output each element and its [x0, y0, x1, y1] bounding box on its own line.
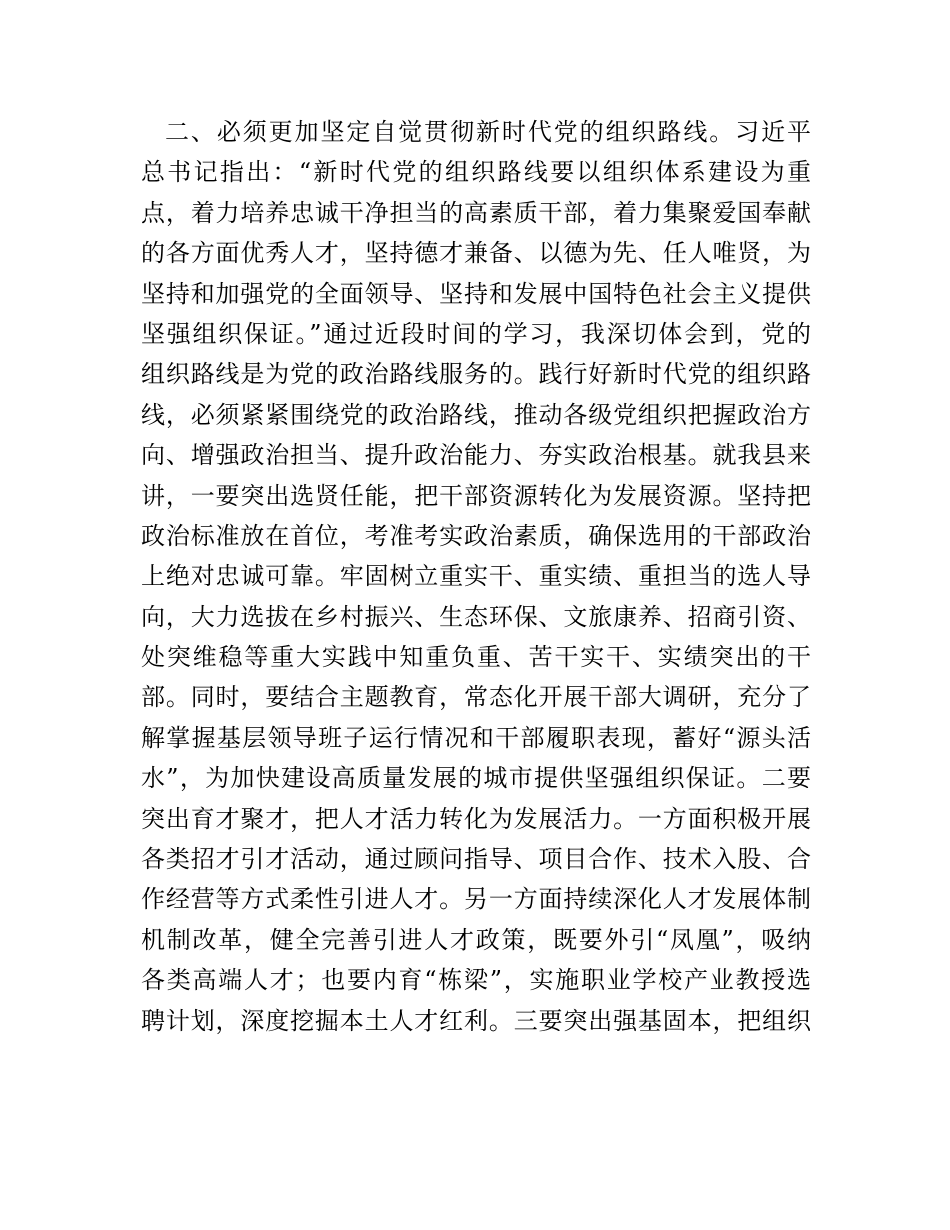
text-line: 的各方面优秀人才，坚持德才兼备、以德为先、任人唯贤，为: [141, 239, 811, 268]
text-line: 二、必须更加坚定自觉贯彻新时代党的组织路线。习近平: [165, 118, 811, 146]
text-line: 机制改革，健全完善引进人才政策，既要外引“凤凰”，吸纳: [141, 925, 811, 954]
text-line: 坚持和加强党的全面领导、坚持和发展中国特色社会主义提供: [141, 279, 811, 308]
text-line: 水”，为加快建设高质量发展的城市提供坚强组织保证。二要: [141, 764, 811, 793]
text-line: 线，必须紧紧围绕党的政治路线，推动各级党组织把握政治方: [141, 400, 811, 429]
body-text: [141, 112, 811, 1041]
text-line: 作经营等方式柔性引进人才。另一方面持续深化人才发展体制: [141, 885, 811, 914]
text-line: 突出育才聚才，把人才活力转化为发展活力。一方面积极开展: [141, 804, 811, 833]
text-line: 坚强组织保证。”通过近段时间的学习，我深切体会到，党的: [141, 319, 811, 348]
text-line: 点，着力培养忠诚干净担当的高素质干部，着力集聚爱国奉献: [141, 198, 811, 227]
text-line: 解掌握基层领导班子运行情况和干部履职表现，蓄好“源头活: [141, 723, 811, 752]
text-line: 讲，一要突出选贤任能，把干部资源转化为发展资源。坚持把: [141, 481, 811, 510]
text-line: 向，大力选拔在乡村振兴、生态环保、文旅康养、招商引资、: [141, 602, 811, 631]
text-line: 聘计划，深度挖掘本土人才红利。三要突出强基固本，把组织: [141, 1006, 811, 1035]
text-line: 各类高端人才；也要内育“栋梁”，实施职业学校产业教授选: [141, 966, 811, 995]
text-line: 部。同时，要结合主题教育，常态化开展干部大调研，充分了: [141, 683, 811, 712]
text-line: 向、增强政治担当、提升政治能力、夯实政治根基。就我县来: [141, 441, 811, 470]
text-line: 处突维稳等重大实践中知重负重、苦干实干、实绩突出的干: [141, 643, 811, 672]
text-line: 政治标准放在首位，考准考实政治素质，确保选用的干部政治: [141, 521, 811, 550]
text-line: 组织路线是为党的政治路线服务的。践行好新时代党的组织路: [141, 360, 811, 389]
text-line: 上绝对忠诚可靠。牢固树立重实干、重实绩、重担当的选人导: [141, 562, 811, 591]
text-line: 总书记指出：“新时代党的组织路线要以组织体系建设为重: [141, 158, 811, 187]
text-line: 各类招才引才活动，通过顾问指导、项目合作、技术入股、合: [141, 845, 811, 874]
